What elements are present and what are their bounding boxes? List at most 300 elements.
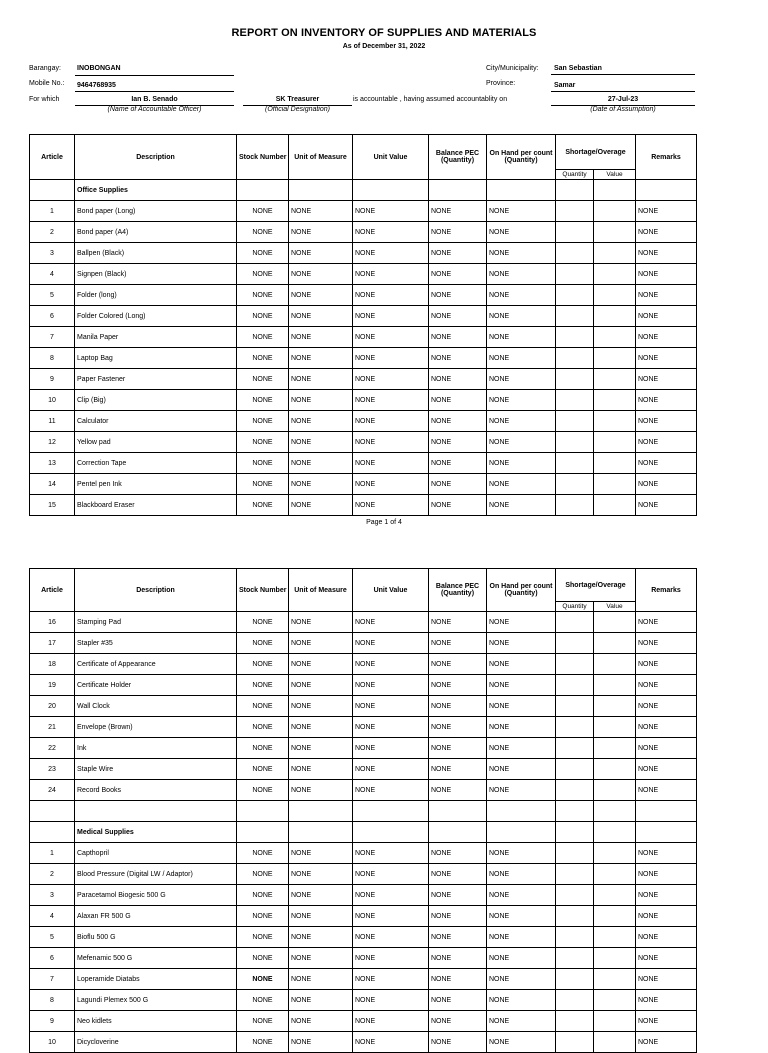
unit-of-measure-cell: NONE bbox=[289, 990, 353, 1011]
on-hand-cell: NONE bbox=[487, 969, 556, 990]
on-hand-cell: NONE bbox=[487, 432, 556, 453]
shortage-value-cell bbox=[594, 654, 636, 675]
shortage-value-cell bbox=[594, 612, 636, 633]
empty-row bbox=[30, 801, 697, 822]
shortage-value-cell bbox=[594, 969, 636, 990]
shortage-value-cell bbox=[594, 306, 636, 327]
unit-value-cell: NONE bbox=[353, 948, 429, 969]
balance-pec-cell: NONE bbox=[429, 222, 487, 243]
table-row bbox=[30, 1011, 697, 1032]
stock-number-cell: NONE bbox=[237, 780, 289, 801]
on-hand-cell: NONE bbox=[487, 495, 556, 516]
table-row bbox=[30, 222, 697, 243]
article-cell: 3 bbox=[30, 243, 75, 264]
shortage-value-cell bbox=[594, 990, 636, 1011]
on-hand-cell: NONE bbox=[487, 612, 556, 633]
shortage-value-cell bbox=[594, 864, 636, 885]
table-row bbox=[30, 306, 697, 327]
shortage-value-cell bbox=[594, 285, 636, 306]
table-row bbox=[30, 864, 697, 885]
remarks-cell: NONE bbox=[636, 495, 697, 516]
unit-value-cell: NONE bbox=[353, 369, 429, 390]
unit-of-measure-cell: NONE bbox=[289, 633, 353, 654]
unit-value-cell: NONE bbox=[353, 495, 429, 516]
article-cell: 23 bbox=[30, 759, 75, 780]
table-row bbox=[30, 843, 697, 864]
on-hand-cell: NONE bbox=[487, 696, 556, 717]
description-cell: Lagundi Plemex 500 G bbox=[75, 990, 237, 1011]
col-article: Article bbox=[30, 135, 75, 180]
balance-pec-cell: NONE bbox=[429, 432, 487, 453]
stock-number-cell: NONE bbox=[237, 612, 289, 633]
remarks-cell: NONE bbox=[636, 222, 697, 243]
stock-number-cell: NONE bbox=[237, 474, 289, 495]
unit-value-cell: NONE bbox=[353, 654, 429, 675]
shortage-quantity-cell bbox=[556, 327, 594, 348]
balance-pec-cell: NONE bbox=[429, 675, 487, 696]
unit-of-measure-cell: NONE bbox=[289, 906, 353, 927]
stock-number-cell: NONE bbox=[237, 843, 289, 864]
remarks-cell: NONE bbox=[636, 348, 697, 369]
balance-pec-cell: NONE bbox=[429, 201, 487, 222]
shortage-value-cell bbox=[594, 222, 636, 243]
balance-pec-cell: NONE bbox=[429, 1032, 487, 1053]
assumption-caption: (Date of Assumption) bbox=[590, 106, 656, 113]
on-hand-cell: NONE bbox=[487, 864, 556, 885]
table-row bbox=[30, 927, 697, 948]
remarks-cell: NONE bbox=[636, 885, 697, 906]
unit-value-cell: NONE bbox=[353, 633, 429, 654]
col-on-hand: On Hand per count (Quantity) bbox=[487, 569, 556, 612]
shortage-quantity-cell bbox=[556, 969, 594, 990]
article-cell: 19 bbox=[30, 675, 75, 696]
article-cell: 12 bbox=[30, 432, 75, 453]
balance-pec-cell: NONE bbox=[429, 990, 487, 1011]
assumption-date: 27-Jul-23 bbox=[607, 96, 639, 103]
shortage-value-cell bbox=[594, 495, 636, 516]
remarks-cell: NONE bbox=[636, 633, 697, 654]
description-cell: Envelope (Brown) bbox=[75, 717, 237, 738]
description-cell: Certificate Holder bbox=[75, 675, 237, 696]
unit-of-measure-cell: NONE bbox=[289, 243, 353, 264]
description-cell: Calculator bbox=[75, 411, 237, 432]
unit-of-measure-cell: NONE bbox=[289, 201, 353, 222]
description-cell: Folder Colored (Long) bbox=[75, 306, 237, 327]
remarks-cell: NONE bbox=[636, 864, 697, 885]
shortage-quantity-cell bbox=[556, 222, 594, 243]
remarks-cell: NONE bbox=[636, 285, 697, 306]
col-unit-of-measure: Unit of Measure bbox=[289, 135, 353, 180]
col-remarks: Remarks bbox=[636, 569, 697, 612]
balance-pec-cell: NONE bbox=[429, 948, 487, 969]
remarks-cell: NONE bbox=[636, 327, 697, 348]
on-hand-cell: NONE bbox=[487, 948, 556, 969]
shortage-quantity-cell bbox=[556, 348, 594, 369]
unit-of-measure-cell: NONE bbox=[289, 474, 353, 495]
on-hand-cell: NONE bbox=[487, 243, 556, 264]
stock-number-cell: NONE bbox=[237, 348, 289, 369]
on-hand-cell: NONE bbox=[487, 1032, 556, 1053]
stock-number-cell: NONE bbox=[237, 675, 289, 696]
unit-value-cell: NONE bbox=[353, 864, 429, 885]
on-hand-cell: NONE bbox=[487, 327, 556, 348]
unit-value-cell: NONE bbox=[353, 327, 429, 348]
officer-caption: (Name of Accountable Officer) bbox=[107, 106, 202, 113]
province-value: Samar bbox=[554, 82, 576, 89]
on-hand-cell: NONE bbox=[487, 654, 556, 675]
table-row bbox=[30, 453, 697, 474]
description-cell: Pentel pen Ink bbox=[75, 474, 237, 495]
stock-number-cell: NONE bbox=[237, 369, 289, 390]
on-hand-cell: NONE bbox=[487, 738, 556, 759]
article-cell: 1 bbox=[30, 201, 75, 222]
shortage-value-cell bbox=[594, 1032, 636, 1053]
shortage-quantity-cell bbox=[556, 633, 594, 654]
balance-pec-cell: NONE bbox=[429, 612, 487, 633]
unit-of-measure-cell: NONE bbox=[289, 969, 353, 990]
unit-value-cell: NONE bbox=[353, 738, 429, 759]
stock-number-cell: NONE bbox=[237, 306, 289, 327]
shortage-value-cell bbox=[594, 885, 636, 906]
table-row bbox=[30, 633, 697, 654]
description-cell: Blackboard Eraser bbox=[75, 495, 237, 516]
unit-value-cell: NONE bbox=[353, 432, 429, 453]
shortage-value-cell bbox=[594, 369, 636, 390]
description-cell: Wall Clock bbox=[75, 696, 237, 717]
description-cell: Capthopril bbox=[75, 843, 237, 864]
shortage-quantity-cell bbox=[556, 843, 594, 864]
balance-pec-cell: NONE bbox=[429, 696, 487, 717]
inventory-table-page-2 bbox=[29, 568, 697, 1053]
article-cell: 22 bbox=[30, 738, 75, 759]
description-cell: Certificate of Appearance bbox=[75, 654, 237, 675]
unit-value-cell: NONE bbox=[353, 927, 429, 948]
table-row bbox=[30, 696, 697, 717]
article-cell: 8 bbox=[30, 990, 75, 1011]
description-cell: Laptop Bag bbox=[75, 348, 237, 369]
stock-number-cell: NONE bbox=[237, 717, 289, 738]
stock-number-cell: NONE bbox=[237, 1032, 289, 1053]
unit-of-measure-cell: NONE bbox=[289, 285, 353, 306]
col-shortage-overage: Shortage/Overage bbox=[556, 569, 636, 602]
shortage-value-cell bbox=[594, 474, 636, 495]
unit-value-cell: NONE bbox=[353, 201, 429, 222]
balance-pec-cell: NONE bbox=[429, 474, 487, 495]
stock-number-cell: NONE bbox=[237, 285, 289, 306]
stock-number-cell: NONE bbox=[237, 864, 289, 885]
unit-value-cell: NONE bbox=[353, 411, 429, 432]
article-cell: 1 bbox=[30, 843, 75, 864]
shortage-quantity-cell bbox=[556, 1011, 594, 1032]
on-hand-cell: NONE bbox=[487, 453, 556, 474]
shortage-value-cell bbox=[594, 348, 636, 369]
table-row bbox=[30, 738, 697, 759]
designation-value: SK Treasurer bbox=[275, 96, 320, 103]
stock-number-cell: NONE bbox=[237, 411, 289, 432]
col-stock-number: Stock Number bbox=[237, 135, 289, 180]
balance-pec-cell: NONE bbox=[429, 306, 487, 327]
col-value: Value bbox=[594, 170, 636, 180]
article-cell: 6 bbox=[30, 306, 75, 327]
shortage-quantity-cell bbox=[556, 432, 594, 453]
shortage-quantity-cell bbox=[556, 201, 594, 222]
unit-value-cell: NONE bbox=[353, 1032, 429, 1053]
article-cell: 6 bbox=[30, 948, 75, 969]
on-hand-cell: NONE bbox=[487, 285, 556, 306]
col-description: Description bbox=[75, 135, 237, 180]
shortage-quantity-cell bbox=[556, 864, 594, 885]
unit-of-measure-cell: NONE bbox=[289, 453, 353, 474]
balance-pec-cell: NONE bbox=[429, 927, 487, 948]
table-row bbox=[30, 969, 697, 990]
report-as-of: As of December 31, 2022 bbox=[342, 43, 426, 50]
col-on-hand: On Hand per count (Quantity) bbox=[487, 135, 556, 180]
remarks-cell: NONE bbox=[636, 696, 697, 717]
unit-value-cell: NONE bbox=[353, 759, 429, 780]
on-hand-cell: NONE bbox=[487, 306, 556, 327]
shortage-quantity-cell bbox=[556, 285, 594, 306]
unit-of-measure-cell: NONE bbox=[289, 1032, 353, 1053]
unit-of-measure-cell: NONE bbox=[289, 264, 353, 285]
shortage-quantity-cell bbox=[556, 390, 594, 411]
shortage-quantity-cell bbox=[556, 369, 594, 390]
stock-number-cell: NONE bbox=[237, 906, 289, 927]
shortage-value-cell bbox=[594, 201, 636, 222]
description-cell: Mefenamic 500 G bbox=[75, 948, 237, 969]
remarks-cell: NONE bbox=[636, 306, 697, 327]
unit-value-cell: NONE bbox=[353, 780, 429, 801]
unit-value-cell: NONE bbox=[353, 885, 429, 906]
unit-value-cell: NONE bbox=[353, 675, 429, 696]
unit-value-cell: NONE bbox=[353, 243, 429, 264]
shortage-quantity-cell bbox=[556, 738, 594, 759]
col-shortage-overage: Shortage/Overage bbox=[556, 135, 636, 170]
table-row bbox=[30, 285, 697, 306]
article-cell: 2 bbox=[30, 864, 75, 885]
remarks-cell: NONE bbox=[636, 612, 697, 633]
stock-number-cell: NONE bbox=[237, 264, 289, 285]
unit-of-measure-cell: NONE bbox=[289, 612, 353, 633]
on-hand-cell: NONE bbox=[487, 411, 556, 432]
designation-caption: (Official Designation) bbox=[265, 106, 330, 113]
on-hand-cell: NONE bbox=[487, 348, 556, 369]
article-cell: 9 bbox=[30, 1011, 75, 1032]
remarks-cell: NONE bbox=[636, 738, 697, 759]
stock-number-cell: NONE bbox=[237, 495, 289, 516]
stock-number-cell: NONE bbox=[237, 759, 289, 780]
shortage-quantity-cell bbox=[556, 453, 594, 474]
stock-number-cell: NONE bbox=[237, 990, 289, 1011]
unit-value-cell: NONE bbox=[353, 474, 429, 495]
shortage-quantity-cell bbox=[556, 474, 594, 495]
on-hand-cell: NONE bbox=[487, 843, 556, 864]
table-row bbox=[30, 390, 697, 411]
table-row bbox=[30, 1032, 697, 1053]
page-footer: Page 1 of 4 bbox=[366, 519, 402, 526]
unit-value-cell: NONE bbox=[353, 1011, 429, 1032]
shortage-quantity-cell bbox=[556, 696, 594, 717]
shortage-value-cell bbox=[594, 390, 636, 411]
description-cell: Bioflu 500 G bbox=[75, 927, 237, 948]
description-cell: Staple Wire bbox=[75, 759, 237, 780]
province-label: Province: bbox=[486, 80, 516, 87]
article-cell: 4 bbox=[30, 906, 75, 927]
description-cell: Bond paper (Long) bbox=[75, 201, 237, 222]
unit-of-measure-cell: NONE bbox=[289, 885, 353, 906]
shortage-value-cell bbox=[594, 1011, 636, 1032]
on-hand-cell: NONE bbox=[487, 906, 556, 927]
col-article: Article bbox=[30, 569, 75, 612]
stock-number-cell: NONE bbox=[237, 327, 289, 348]
unit-value-cell: NONE bbox=[353, 612, 429, 633]
shortage-quantity-cell bbox=[556, 675, 594, 696]
table-row bbox=[30, 906, 697, 927]
on-hand-cell: NONE bbox=[487, 1011, 556, 1032]
shortage-quantity-cell bbox=[556, 243, 594, 264]
description-cell: Neo kidlets bbox=[75, 1011, 237, 1032]
remarks-cell: NONE bbox=[636, 906, 697, 927]
description-cell: Dicycloverine bbox=[75, 1032, 237, 1053]
table-row bbox=[30, 654, 697, 675]
balance-pec-cell: NONE bbox=[429, 411, 487, 432]
remarks-cell: NONE bbox=[636, 759, 697, 780]
article-cell: 18 bbox=[30, 654, 75, 675]
unit-of-measure-cell: NONE bbox=[289, 864, 353, 885]
article-cell: 5 bbox=[30, 285, 75, 306]
unit-of-measure-cell: NONE bbox=[289, 390, 353, 411]
on-hand-cell: NONE bbox=[487, 780, 556, 801]
table-row bbox=[30, 411, 697, 432]
on-hand-cell: NONE bbox=[487, 474, 556, 495]
section-office-supplies: Office Supplies bbox=[75, 180, 237, 201]
remarks-cell: NONE bbox=[636, 654, 697, 675]
shortage-value-cell bbox=[594, 411, 636, 432]
article-cell: 3 bbox=[30, 885, 75, 906]
stock-number-cell: NONE bbox=[237, 948, 289, 969]
unit-of-measure-cell: NONE bbox=[289, 495, 353, 516]
remarks-cell: NONE bbox=[636, 780, 697, 801]
stock-number-cell: NONE bbox=[237, 432, 289, 453]
shortage-value-cell bbox=[594, 927, 636, 948]
remarks-cell: NONE bbox=[636, 474, 697, 495]
balance-pec-cell: NONE bbox=[429, 885, 487, 906]
table-row bbox=[30, 243, 697, 264]
balance-pec-cell: NONE bbox=[429, 327, 487, 348]
on-hand-cell: NONE bbox=[487, 390, 556, 411]
shortage-value-cell bbox=[594, 432, 636, 453]
unit-of-measure-cell: NONE bbox=[289, 411, 353, 432]
unit-of-measure-cell: NONE bbox=[289, 948, 353, 969]
unit-of-measure-cell: NONE bbox=[289, 696, 353, 717]
col-unit-value: Unit Value bbox=[353, 569, 429, 612]
description-cell: Stamping Pad bbox=[75, 612, 237, 633]
stock-number-cell: NONE bbox=[237, 222, 289, 243]
on-hand-cell: NONE bbox=[487, 717, 556, 738]
on-hand-cell: NONE bbox=[487, 633, 556, 654]
stock-number-cell: NONE bbox=[237, 927, 289, 948]
shortage-quantity-cell bbox=[556, 759, 594, 780]
article-cell: 7 bbox=[30, 327, 75, 348]
shortage-quantity-cell bbox=[556, 612, 594, 633]
article-cell: 11 bbox=[30, 411, 75, 432]
shortage-value-cell bbox=[594, 780, 636, 801]
table-row bbox=[30, 759, 697, 780]
unit-of-measure-cell: NONE bbox=[289, 843, 353, 864]
stock-number-cell: NONE bbox=[237, 390, 289, 411]
unit-of-measure-cell: NONE bbox=[289, 1011, 353, 1032]
col-description: Description bbox=[75, 569, 237, 612]
unit-value-cell: NONE bbox=[353, 969, 429, 990]
unit-of-measure-cell: NONE bbox=[289, 738, 353, 759]
unit-of-measure-cell: NONE bbox=[289, 675, 353, 696]
accountable-text: is accountable , having assumed accountablity on bbox=[353, 96, 508, 103]
remarks-cell: NONE bbox=[636, 1032, 697, 1053]
shortage-value-cell bbox=[594, 948, 636, 969]
col-quantity: Quantity bbox=[556, 602, 594, 612]
table-row bbox=[30, 264, 697, 285]
shortage-value-cell bbox=[594, 759, 636, 780]
stock-number-cell: NONE bbox=[237, 654, 289, 675]
shortage-quantity-cell bbox=[556, 411, 594, 432]
balance-pec-cell: NONE bbox=[429, 717, 487, 738]
shortage-quantity-cell bbox=[556, 306, 594, 327]
balance-pec-cell: NONE bbox=[429, 1011, 487, 1032]
balance-pec-cell: NONE bbox=[429, 453, 487, 474]
mobile-underline bbox=[75, 91, 234, 92]
unit-value-cell: NONE bbox=[353, 717, 429, 738]
officer-name: Ian B. Senado bbox=[131, 96, 178, 103]
table-row bbox=[30, 885, 697, 906]
balance-pec-cell: NONE bbox=[429, 864, 487, 885]
remarks-cell: NONE bbox=[636, 390, 697, 411]
description-cell: Manila Paper bbox=[75, 327, 237, 348]
city-label: City/Municipality: bbox=[486, 65, 539, 72]
stock-number-cell: NONE bbox=[237, 243, 289, 264]
article-cell: 14 bbox=[30, 474, 75, 495]
table-row bbox=[30, 348, 697, 369]
shortage-quantity-cell bbox=[556, 885, 594, 906]
on-hand-cell: NONE bbox=[487, 885, 556, 906]
shortage-value-cell bbox=[594, 327, 636, 348]
shortage-value-cell bbox=[594, 453, 636, 474]
barangay-value: INOBONGAN bbox=[77, 65, 121, 72]
city-underline bbox=[551, 74, 695, 75]
remarks-cell: NONE bbox=[636, 1011, 697, 1032]
article-cell: 15 bbox=[30, 495, 75, 516]
unit-value-cell: NONE bbox=[353, 285, 429, 306]
description-cell: Signpen (Black) bbox=[75, 264, 237, 285]
unit-of-measure-cell: NONE bbox=[289, 327, 353, 348]
unit-of-measure-cell: NONE bbox=[289, 927, 353, 948]
shortage-quantity-cell bbox=[556, 990, 594, 1011]
shortage-quantity-cell bbox=[556, 264, 594, 285]
col-value: Value bbox=[594, 602, 636, 612]
unit-of-measure-cell: NONE bbox=[289, 654, 353, 675]
section-row bbox=[30, 822, 697, 843]
unit-value-cell: NONE bbox=[353, 990, 429, 1011]
description-cell: Record Books bbox=[75, 780, 237, 801]
remarks-cell: NONE bbox=[636, 369, 697, 390]
article-cell: 8 bbox=[30, 348, 75, 369]
description-cell: Stapler #35 bbox=[75, 633, 237, 654]
article-cell: 5 bbox=[30, 927, 75, 948]
report-title: REPORT ON INVENTORY OF SUPPLIES AND MATERIALS bbox=[231, 27, 537, 39]
on-hand-cell: NONE bbox=[487, 369, 556, 390]
description-cell: Paracetamol Biogesic 500 G bbox=[75, 885, 237, 906]
unit-of-measure-cell: NONE bbox=[289, 369, 353, 390]
article-cell: 10 bbox=[30, 1032, 75, 1053]
col-quantity: Quantity bbox=[556, 170, 594, 180]
